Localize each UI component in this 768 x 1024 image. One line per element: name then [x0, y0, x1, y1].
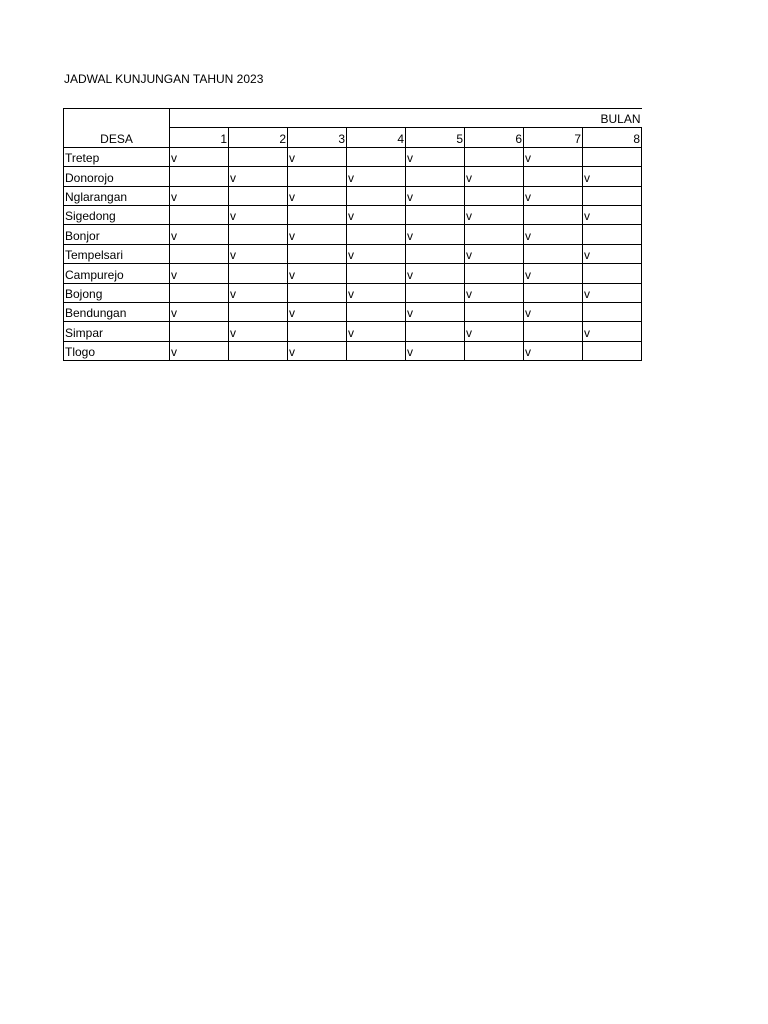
visit-cell-month-3 — [288, 322, 347, 341]
visit-cell-month-5 — [406, 205, 465, 224]
village-name-cell: Campurejo — [64, 264, 170, 283]
visit-cell-month-8: v — [583, 283, 642, 302]
visit-cell-month-4 — [347, 264, 406, 283]
visit-cell-month-7: v — [524, 225, 583, 244]
table-row — [64, 302, 642, 321]
village-name-cell: Donorojo — [64, 167, 170, 186]
visit-cell-month-4 — [347, 302, 406, 321]
visit-cell-month-5 — [406, 283, 465, 302]
visit-cell-month-8: v — [583, 244, 642, 263]
month-header-5: 5 — [406, 128, 465, 147]
visit-cell-month-3 — [288, 205, 347, 224]
village-name-cell: Simpar — [64, 322, 170, 341]
header-row-bulan — [64, 109, 642, 128]
visit-cell-month-1: v — [170, 341, 229, 360]
visit-cell-month-2: v — [229, 205, 288, 224]
visit-cell-month-1 — [170, 167, 229, 186]
visit-cell-month-6 — [465, 302, 524, 321]
visit-cell-month-1 — [170, 205, 229, 224]
visit-cell-month-1: v — [170, 186, 229, 205]
visit-cell-month-1: v — [170, 302, 229, 321]
visit-cell-month-3 — [288, 244, 347, 263]
visit-cell-month-5 — [406, 167, 465, 186]
village-name-cell: Tempelsari — [64, 244, 170, 263]
table-body — [64, 147, 642, 360]
table-row — [64, 225, 642, 244]
visit-cell-month-7: v — [524, 147, 583, 166]
visit-cell-month-7: v — [524, 186, 583, 205]
visit-cell-month-3: v — [288, 341, 347, 360]
visit-cell-month-2: v — [229, 244, 288, 263]
visit-cell-month-2: v — [229, 167, 288, 186]
visit-cell-month-1 — [170, 244, 229, 263]
visit-cell-month-4: v — [347, 205, 406, 224]
month-header-7: 7 — [524, 128, 583, 147]
visit-cell-month-5: v — [406, 302, 465, 321]
visit-cell-month-6: v — [465, 167, 524, 186]
visit-cell-month-6: v — [465, 283, 524, 302]
visit-cell-month-1 — [170, 322, 229, 341]
visit-cell-month-8 — [583, 302, 642, 321]
visit-cell-month-6 — [465, 147, 524, 166]
visit-cell-month-7: v — [524, 264, 583, 283]
visit-cell-month-6: v — [465, 244, 524, 263]
visit-cell-month-2 — [229, 225, 288, 244]
visit-cell-month-5: v — [406, 341, 465, 360]
visit-cell-month-3: v — [288, 147, 347, 166]
village-name-cell: Bojong — [64, 283, 170, 302]
visit-cell-month-7 — [524, 205, 583, 224]
visit-cell-month-8 — [583, 225, 642, 244]
visit-cell-month-4: v — [347, 283, 406, 302]
visit-cell-month-5: v — [406, 264, 465, 283]
visit-cell-month-6: v — [465, 205, 524, 224]
visit-cell-month-6 — [465, 264, 524, 283]
visit-cell-month-8: v — [583, 322, 642, 341]
visit-cell-month-8 — [583, 264, 642, 283]
table-row — [64, 283, 642, 302]
visit-cell-month-8: v — [583, 167, 642, 186]
month-header-1: 1 — [170, 128, 229, 147]
visit-cell-month-5: v — [406, 186, 465, 205]
visit-cell-month-4: v — [347, 322, 406, 341]
visit-cell-month-3: v — [288, 186, 347, 205]
table-row — [64, 147, 642, 166]
visit-cell-month-6 — [465, 341, 524, 360]
visit-cell-month-2 — [229, 341, 288, 360]
visit-cell-month-2 — [229, 302, 288, 321]
visit-cell-month-3 — [288, 167, 347, 186]
visit-cell-month-5 — [406, 322, 465, 341]
visit-cell-month-1: v — [170, 264, 229, 283]
village-name-cell: Sigedong — [64, 205, 170, 224]
table-row — [64, 322, 642, 341]
visit-cell-month-4 — [347, 186, 406, 205]
visit-cell-month-5: v — [406, 225, 465, 244]
visit-cell-month-7 — [524, 167, 583, 186]
visit-cell-month-7 — [524, 244, 583, 263]
visit-cell-month-5 — [406, 244, 465, 263]
visit-cell-month-8 — [583, 186, 642, 205]
bulan-column-header: BULAN — [170, 109, 642, 128]
desa-column-header: DESA — [64, 109, 170, 148]
village-name-cell: Bendungan — [64, 302, 170, 321]
visit-cell-month-3 — [288, 283, 347, 302]
visit-cell-month-1 — [170, 283, 229, 302]
table-row — [64, 167, 642, 186]
visit-cell-month-3: v — [288, 302, 347, 321]
visit-cell-month-3: v — [288, 264, 347, 283]
village-name-cell: Nglarangan — [64, 186, 170, 205]
table-row — [64, 205, 642, 224]
table-row — [64, 186, 642, 205]
visit-cell-month-4 — [347, 147, 406, 166]
village-name-cell: Tretep — [64, 147, 170, 166]
visit-cell-month-7: v — [524, 302, 583, 321]
month-header-3: 3 — [288, 128, 347, 147]
visit-cell-month-7 — [524, 322, 583, 341]
month-header-2: 2 — [229, 128, 288, 147]
table-row — [64, 244, 642, 263]
visit-cell-month-8: v — [583, 205, 642, 224]
visit-cell-month-4: v — [347, 244, 406, 263]
visit-cell-month-2: v — [229, 283, 288, 302]
visit-cell-month-2 — [229, 147, 288, 166]
visit-cell-month-8 — [583, 341, 642, 360]
visit-cell-month-2 — [229, 186, 288, 205]
table-row — [64, 341, 642, 360]
table-row — [64, 264, 642, 283]
visit-cell-month-4: v — [347, 167, 406, 186]
visit-cell-month-5: v — [406, 147, 465, 166]
month-header-6: 6 — [465, 128, 524, 147]
visit-schedule-table — [63, 108, 642, 361]
visit-cell-month-2: v — [229, 322, 288, 341]
visit-cell-month-7: v — [524, 341, 583, 360]
visit-cell-month-6: v — [465, 322, 524, 341]
visit-cell-month-6 — [465, 186, 524, 205]
visit-cell-month-2 — [229, 264, 288, 283]
visit-cell-month-8 — [583, 147, 642, 166]
month-header-8: 8 — [583, 128, 642, 147]
visit-cell-month-1: v — [170, 147, 229, 166]
village-name-cell: Tlogo — [64, 341, 170, 360]
visit-cell-month-4 — [347, 341, 406, 360]
visit-cell-month-7 — [524, 283, 583, 302]
village-name-cell: Bonjor — [64, 225, 170, 244]
visit-cell-month-1: v — [170, 225, 229, 244]
visit-cell-month-6 — [465, 225, 524, 244]
document-title: JADWAL KUNJUNGAN TAHUN 2023 — [64, 72, 264, 86]
month-header-4: 4 — [347, 128, 406, 147]
visit-cell-month-4 — [347, 225, 406, 244]
visit-cell-month-3: v — [288, 225, 347, 244]
